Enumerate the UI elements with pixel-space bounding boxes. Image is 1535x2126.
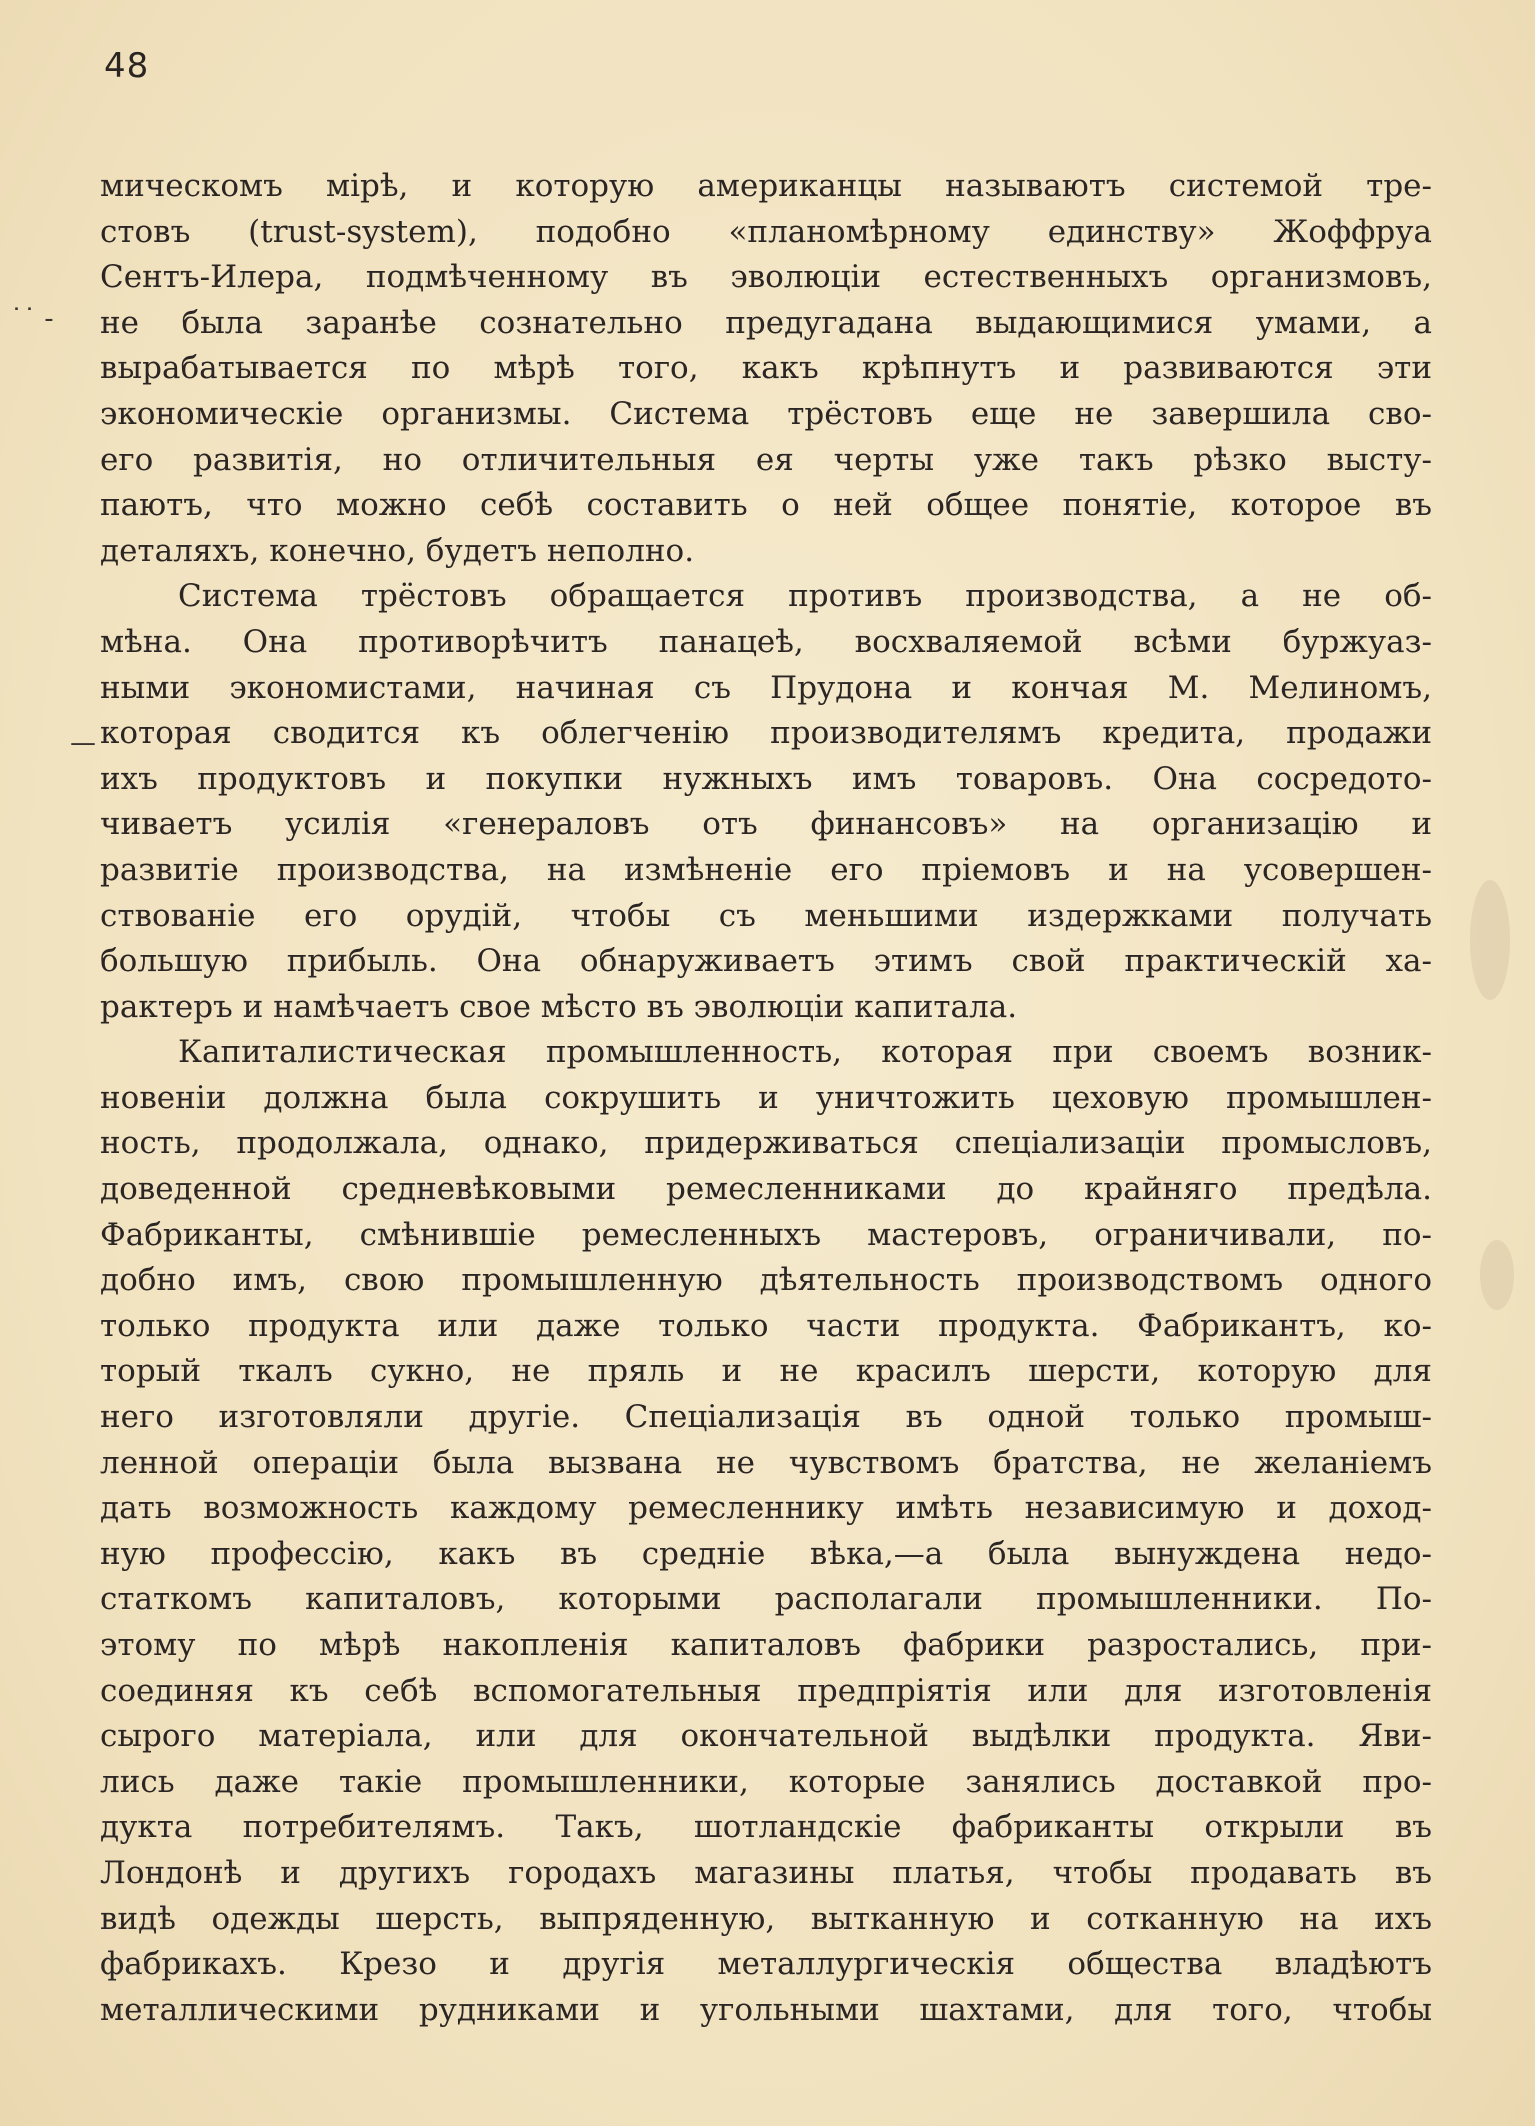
text-line: развитіе производства, на измѣненіе его пріемовъ и на усовершен- (100, 851, 1432, 888)
text-line: не была заранѣе сознательно предугадана выдающимися умами, а (100, 304, 1432, 341)
text-line: ствованіе его орудій, чтобы съ меньшими издержками получать (100, 897, 1432, 934)
page-stain (1470, 880, 1510, 1000)
text-line: экономическіе организмы. Система трёстовъ еще не завершила сво- (100, 395, 1432, 432)
page-number: 48 (104, 46, 150, 86)
text-line: Капиталистическая промышленность, которая при своемъ возник- (178, 1034, 1432, 1071)
text-line: него изготовляли другіе. Спеціализація въ одной только промыш- (100, 1399, 1432, 1436)
body-text (100, 164, 1432, 2033)
text-line: мѣна. Она противорѣчитъ панацеѣ, восхваляемой всѣми буржуаз- (100, 623, 1432, 660)
text-line: вырабатывается по мѣрѣ того, какъ крѣпнутъ и развиваются эти (100, 350, 1432, 387)
text-line: мическомъ мірѣ, и которую американцы называютъ системой тре- (100, 168, 1432, 204)
text-line: ными экономистами, начиная съ Прудона и кончая М. Мелиномъ, (100, 669, 1432, 706)
text-line: Лондонѣ и другихъ городахъ магазины платья, чтобы продавать въ (100, 1854, 1432, 1891)
text-line: Фабриканты, смѣнившіе ремесленныхъ мастеровъ, ограничивали, по- (100, 1216, 1432, 1253)
text-line: Система трёстовъ обращается противъ производства, а не об- (178, 578, 1432, 615)
text-line: этому по мѣрѣ накопленія капиталовъ фабрики разростались, при- (100, 1627, 1432, 1663)
margin-mark: — (70, 728, 96, 758)
text-line: видѣ одежды шерсть, выпряденную, вытканную и сотканную на ихъ (100, 1900, 1432, 1937)
text-line: добно имъ, свою промышленную дѣятельность производствомъ одного (100, 1262, 1432, 1299)
text-line: фабрикахъ. Крезо и другія металлургическія общества владѣютъ (100, 1946, 1432, 1983)
text-line: дать возможность каждому ремесленнику имѣть независимую и доход- (100, 1490, 1432, 1527)
text-line: которая сводится къ облегченію производителямъ кредита, продажи (100, 715, 1432, 752)
text-line: ную профессію, какъ въ средніе вѣка,—а была вынуждена недо- (100, 1535, 1432, 1572)
text-line: дукта потребителямъ. Такъ, шотландскіе фабриканты открыли въ (100, 1809, 1432, 1846)
text-line: торый ткалъ сукно, не пряль и не красилъ шерсти, которую для (100, 1353, 1432, 1390)
text-line: чиваетъ усилія «генераловъ отъ финансовъ» на организацію и (100, 806, 1432, 843)
text-line: ленной операціи была вызвана не чувствомъ братства, не желаніемъ (100, 1444, 1432, 1481)
text-line: лись даже такіе промышленники, которые занялись доставкой про- (100, 1763, 1432, 1800)
text-line: стовъ (trust-system), подобно «планомѣрному единству» Жоффруа (100, 213, 1432, 250)
text-line: Сентъ-Илера, подмѣченному въ эволюціи естественныхъ организмовъ, (100, 259, 1432, 296)
text-line: соединяя къ себѣ вспомогательныя предпріятія или для изготовленія (100, 1672, 1432, 1709)
text-line: новеніи должна была сокрушить и уничтожить цеховую промышлен- (100, 1079, 1432, 1116)
text-line: ность, продолжала, однако, придерживаться спеціализаціи промысловъ, (100, 1125, 1432, 1162)
page-stain (1480, 1240, 1514, 1310)
text-line: доведенной средневѣковыми ремесленниками до крайняго предѣла. (100, 1171, 1432, 1208)
text-line: ихъ продуктовъ и покупки нужныхъ имъ товаровъ. Она сосредото- (100, 760, 1432, 797)
margin-mark: ˙˙ - (10, 304, 54, 334)
text-line: деталяхъ, конечно, будетъ неполно. (100, 532, 695, 569)
text-line: рактеръ и намѣчаетъ свое мѣсто въ эволюціи капитала. (100, 988, 1018, 1025)
text-line: сырого матеріала, или для окончательной выдѣлки продукта. Яви- (100, 1718, 1432, 1755)
text-line: его развитія, но отличительныя ея черты уже такъ рѣзко высту- (100, 441, 1432, 478)
text-line: металлическими рудниками и угольными шахтами, для того, чтобы (100, 1991, 1432, 2028)
text-line: только продукта или даже только части продукта. Фабрикантъ, ко- (100, 1307, 1432, 1344)
text-line: статкомъ капиталовъ, которыми располагали промышленники. По- (100, 1581, 1432, 1618)
text-line: паютъ, что можно себѣ составить о ней общее понятіе, которое въ (100, 487, 1432, 524)
text-line: большую прибыль. Она обнаруживаетъ этимъ свой практическій ха- (100, 943, 1432, 980)
